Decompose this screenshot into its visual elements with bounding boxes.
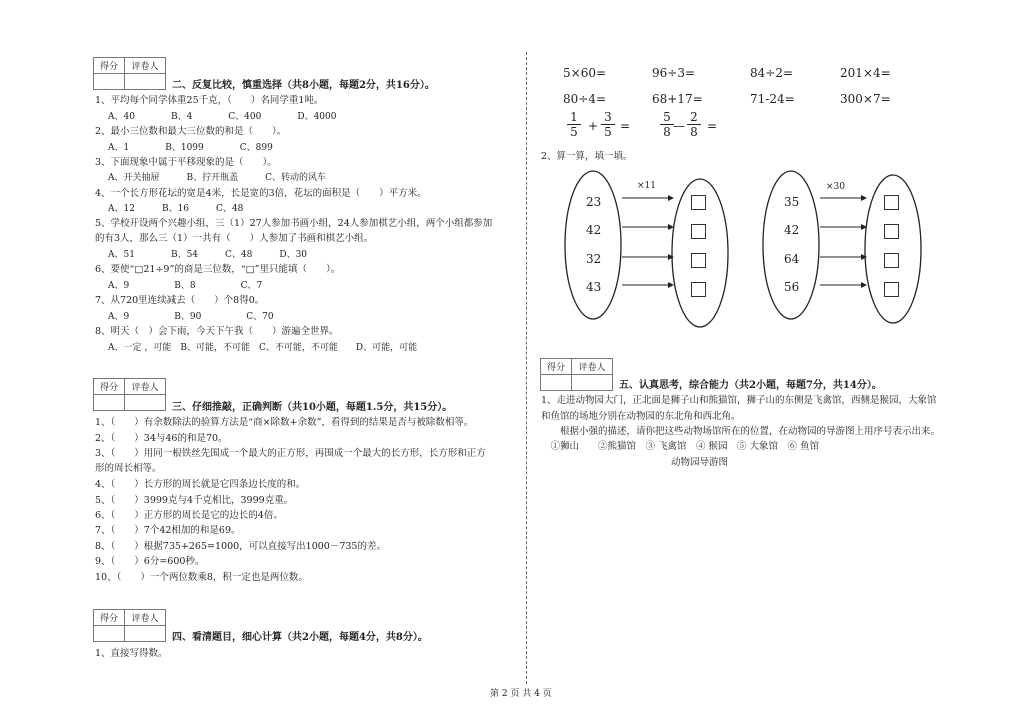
answer-box[interactable] [691, 253, 706, 268]
question-line: 的有3人，那么三（1）一共有（ ）人参加了书画和棋艺小组。 [95, 233, 374, 244]
input-value: 43 [586, 280, 602, 294]
judge-line: 6、（ ）正方形的周长是它的边长的4倍。 [95, 510, 283, 521]
judge-line: 4、（ ）长方形的周长就是它四条边长度的和。 [95, 479, 306, 490]
fraction: $\frac{5}{8}$ [660, 110, 674, 139]
section4-q1: 1、直接写得数。 [95, 648, 168, 659]
calc-item: 300×7= [840, 92, 891, 106]
input-value: 42 [586, 223, 602, 237]
input-value: 56 [784, 280, 800, 294]
operator: + [588, 119, 599, 133]
calc-item: 68+17= [652, 92, 703, 106]
input-value: 64 [784, 252, 800, 266]
reviewer-label: 评卷人 [125, 610, 166, 626]
score-label: 得分 [541, 359, 572, 375]
reviewer-label: 评卷人 [572, 359, 613, 375]
calc-item: 71-24= [750, 92, 795, 106]
input-value: 42 [784, 223, 800, 237]
operation-label: ×11 [637, 181, 656, 191]
input-value: 35 [784, 195, 800, 209]
equals: = [620, 119, 631, 133]
column-divider [526, 52, 527, 684]
fraction: $\frac{2}{8}$ [687, 110, 701, 139]
calc-item: 96÷3= [652, 66, 696, 80]
fraction: $\frac{1}{5}$ [567, 110, 581, 139]
page-footer: 第 2 页 共 4 页 [490, 689, 552, 699]
score-label: 得分 [94, 58, 125, 74]
calc-item: 5×60= [563, 66, 607, 80]
answer-box[interactable] [691, 224, 706, 239]
score-box-section2 [93, 57, 166, 90]
score-box-section3 [93, 378, 166, 411]
question-line: 4、一个长方形花坛的宽是4米，长是宽的3倍，花坛的面积是（ ）平方米。 [95, 188, 427, 199]
judge-line: 形的周长相等。 [95, 463, 162, 474]
judge-line: 1、（ ）有余数除法的验算方法是“商×除数+余数”，看得到的结果是否与被除数相等。 [95, 417, 474, 428]
score-label: 得分 [94, 610, 125, 626]
operation-label: ×30 [826, 182, 845, 192]
question-line: 1、平均每个同学体重25千克，（ ）名同学重1吨。 [95, 95, 324, 106]
options-line: A、一定 ，可能 B、可能，不可能 C、不可能，不可能 D、可能，可能 [108, 343, 418, 353]
judge-line: 8、（ ）根据735+265=1000，可以直接写出1000－735的差。 [95, 541, 386, 552]
fraction: $\frac{3}{5}$ [601, 110, 615, 139]
reviewer-label: 评卷人 [125, 379, 166, 395]
map-title: 动物园导游图 [671, 457, 729, 468]
answer-box[interactable] [884, 282, 899, 297]
operator: — [673, 119, 685, 133]
score-label: 得分 [94, 379, 125, 395]
score-box-section4 [93, 609, 166, 642]
section4-q2: 2、算一算，填一填。 [541, 151, 633, 162]
answer-box[interactable] [884, 195, 899, 210]
options-line: A、开关抽屉 B、拧开瓶盖 C、转动的风车 [108, 173, 327, 183]
question-line: 8、明天（ ）会下雨，今天下午我（ ）游遍全世界。 [95, 326, 339, 337]
judge-line: 5、（ ）3999克与4千克相比，3999克重。 [95, 495, 294, 506]
input-value: 23 [586, 195, 602, 209]
section5-title: 五、认真思考，综合能力（共2小题，每题7分，共14分）。 [619, 380, 882, 391]
judge-line: 2、（ ）34与46的和是70。 [95, 433, 228, 444]
section4-title: 四、看清题目，细心计算（共2小题，每题4分，共8分）。 [172, 632, 428, 643]
calc-item: 80÷4= [563, 92, 607, 106]
options-line: A、9 B、90 C、70 [108, 312, 274, 322]
question-line: 5、学校开设两个兴趣小组，三（1）27人参加书画小组，24人参加棋艺小组，两个小组都参加 [95, 218, 493, 229]
options-line: A、1 B、1099 C、899 [108, 143, 273, 153]
score-box-section5 [540, 358, 613, 391]
section3-title: 三、仔细推敲，正确判断（共10小题，每题1.5分，共15分）。 [172, 402, 453, 413]
calc-item: 84÷2= [750, 66, 794, 80]
section2-title: 二、反复比较，慎重选择（共8小题，每题2分，共16分）。 [172, 80, 435, 91]
question-line: 6、要使“□21÷9”的商是三位数，“□”里只能填（ ）。 [95, 264, 341, 275]
judge-line: 10、（ ）一个两位数乘8，积一定也是两位数。 [95, 572, 308, 583]
answer-box[interactable] [884, 224, 899, 239]
calc-item: 201×4= [840, 66, 891, 80]
text-line: 1、走进动物园大门，正北面是狮子山和熊猫馆，狮子山的东侧是飞禽馆，西侧是猴园，大象馆 [541, 395, 937, 406]
options-line: A、12 B、16 C、48 [108, 204, 244, 214]
text-line: 根据小强的描述，请你把这些动物场馆所在的位置，在动物园的导游图上用序号表示出来。 [541, 426, 941, 437]
text-line: 和鱼馆的场地分别在动物园的东北角和西北角。 [541, 411, 741, 422]
judge-line: 7、（ ）7个42相加的和是69。 [95, 525, 241, 536]
text-line: ①狮山 ②熊猫馆 ③ 飞禽馆 ④ 猴园 ⑤ 大象馆 ⑥ 鱼馆 [541, 441, 820, 452]
question-line: 2、最小三位数和最大三位数的和是（ ）。 [95, 126, 287, 137]
answer-box[interactable] [884, 253, 899, 268]
options-line: A、40 B、4 C、400 D、4000 [108, 112, 337, 122]
equals: = [707, 119, 718, 133]
reviewer-label: 评卷人 [125, 58, 166, 74]
answer-box[interactable] [691, 282, 706, 297]
judge-line: 3、（ ）用同一根铁丝先围成一个最大的正方形，再围成一个最大的长方形，长方形和正方 [95, 448, 486, 459]
answer-box[interactable] [691, 195, 706, 210]
question-line: 3、下面现象中属于平移现象的是（ ）。 [95, 157, 277, 168]
question-line: 7、从720里连续减去（ ）个8得0。 [95, 295, 265, 306]
options-line: A、9 B、8 C、7 [108, 281, 263, 291]
judge-line: 9、（ ）6分=600秒。 [95, 556, 205, 567]
input-value: 32 [586, 252, 602, 266]
options-line: A、51 B、54 C、48 D、30 [108, 250, 308, 260]
